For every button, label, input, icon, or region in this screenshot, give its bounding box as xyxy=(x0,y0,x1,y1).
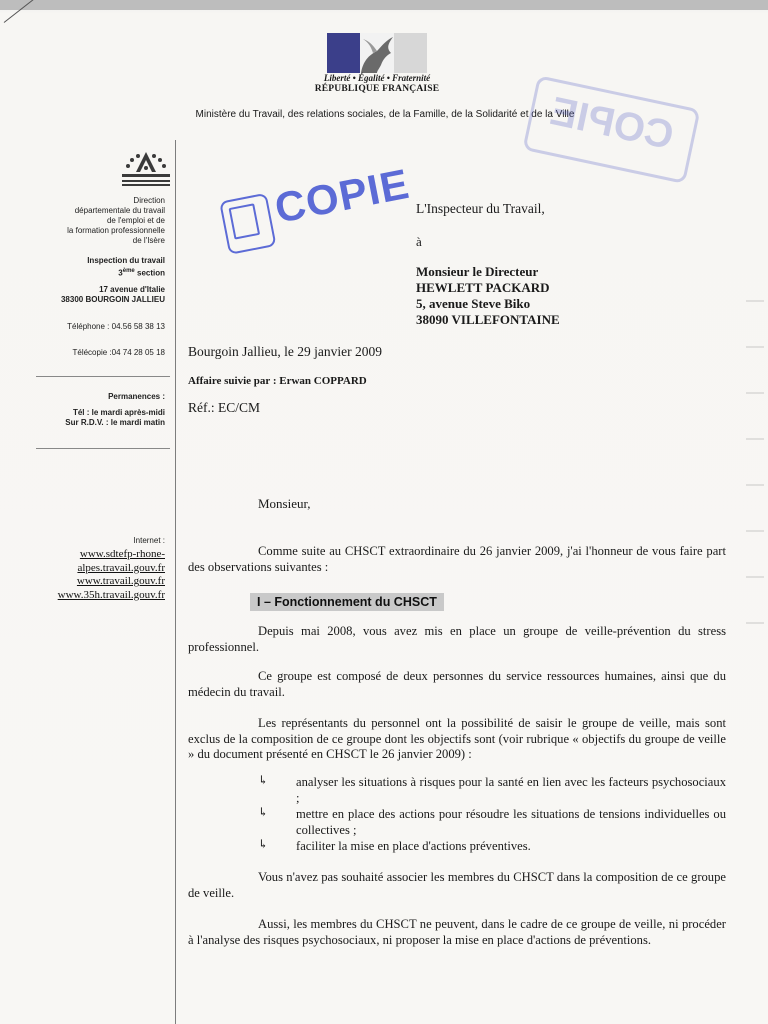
telecopie: Télécopie :04 74 28 05 18 xyxy=(72,348,165,357)
republique-francaise: RÉPUBLIQUE FRANÇAISE xyxy=(314,84,440,94)
bullet-item-1: analyser les situations à risques pour la santé en lien avec les facteurs psychosociaux ; xyxy=(296,775,726,805)
divider xyxy=(36,448,170,449)
salutation: Monsieur, xyxy=(258,496,311,511)
affaire-suivie: Affaire suivie par : Erwan COPPARD xyxy=(188,375,367,387)
link-sdtefp-cont[interactable]: alpes.travail.gouv.fr xyxy=(77,561,165,574)
bullet-arrow-icon: ↳ xyxy=(258,805,269,819)
sender-title: L'Inspecteur du Travail, xyxy=(416,201,545,216)
recipient-line-2: HEWLETT PACKARD xyxy=(416,280,550,295)
copie-stamp: COPIE xyxy=(218,162,410,277)
intro-paragraph: Comme suite au CHSCT extraordinaire du 26 janvier 2009, j'ai l'honneur de vous faire part des observations suivantes : xyxy=(188,544,726,574)
internet-label: Internet : xyxy=(133,536,165,545)
scan-artifacts xyxy=(746,300,764,660)
directorate-logo xyxy=(122,148,170,188)
permanences-title: Permanences : xyxy=(108,392,165,401)
paragraph-4: Vous n'avez pas souhaité associer les membres du CHSCT dans la composition de ce groupe de veille. xyxy=(188,870,726,900)
direction-block: Direction départementale du travail de l'emploi et de la formation professionnelle de l'Isère xyxy=(67,196,165,245)
recipient-line-4: 38090 VILLEFONTAINE xyxy=(416,312,560,327)
republic-motto: Liberté • Égalité • Fraternité xyxy=(323,73,431,83)
link-sdtefp[interactable]: www.sdtefp-rhone- xyxy=(79,548,165,560)
telephone: Téléphone : 04.56 58 38 13 xyxy=(67,322,165,331)
section-title: I – Fonctionnement du CHSCT xyxy=(250,593,444,611)
scan-top-edge xyxy=(0,0,768,10)
recipient-line-1: Monsieur le Directeur xyxy=(416,264,539,279)
divider xyxy=(36,376,170,377)
faint-copy-stamp: COPIE xyxy=(522,75,705,189)
link-travail[interactable]: www.travail.gouv.fr xyxy=(76,575,165,587)
column-divider xyxy=(175,140,176,1024)
permanences-block: Tél : le mardi après-midi Sur R.D.V. : le mardi matin xyxy=(65,408,165,427)
inspection-block: Inspection du travail 3ème section xyxy=(87,256,165,278)
ministry-line: Ministère du Travail, des relations sociales, de la Famille, de la Solidarité et de la Ville xyxy=(195,109,575,120)
paragraph-3: Les représentants du personnel ont la possibilité de saisir le groupe de veille, mais sont exclus de la composition de ce groupe dont les objectifs sont (voir rubrique « objectifs du groupe de veille » du document présenté en CHSCT le 26 janvier 2009) : xyxy=(188,716,726,762)
marianne-logo xyxy=(327,33,427,73)
recipient-line-3: 5, avenue Steve Biko xyxy=(416,296,531,311)
address-block: 17 avenue d'Italie 38300 BOURGOIN JALLIEU xyxy=(60,285,165,304)
internet-links xyxy=(20,548,165,602)
letter-date: Bourgoin Jallieu, le 29 janvier 2009 xyxy=(188,344,382,359)
bullet-arrow-icon: ↳ xyxy=(258,837,269,851)
bullet-arrow-icon: ↳ xyxy=(258,773,269,787)
bullet-item-2: mettre en place des actions pour résoudre les situations de tensions individuelles ou collectives ; xyxy=(296,807,726,837)
reference: Réf.: EC/CM xyxy=(188,400,261,415)
paragraph-5: Aussi, les membres du CHSCT ne peuvent, dans le cadre de ce groupe de veille, ni procéder à l'analyse des risques psychosociaux, ni proposer la mise en place d'actions de préventions. xyxy=(188,917,726,947)
link-35h[interactable]: www.35h.travail.gouv.fr xyxy=(57,588,165,601)
paragraph-2: Ce groupe est composé de deux personnes du service ressources humaines, ainsi que du médecin du travail. xyxy=(188,669,726,699)
paragraph-1: Depuis mai 2008, vous avez mis en place un groupe de veille-prévention du stress professionnel. xyxy=(188,624,726,654)
recipient-a: à xyxy=(416,234,422,249)
bullet-item-3: faciliter la mise en place d'actions préventives. xyxy=(296,839,531,853)
